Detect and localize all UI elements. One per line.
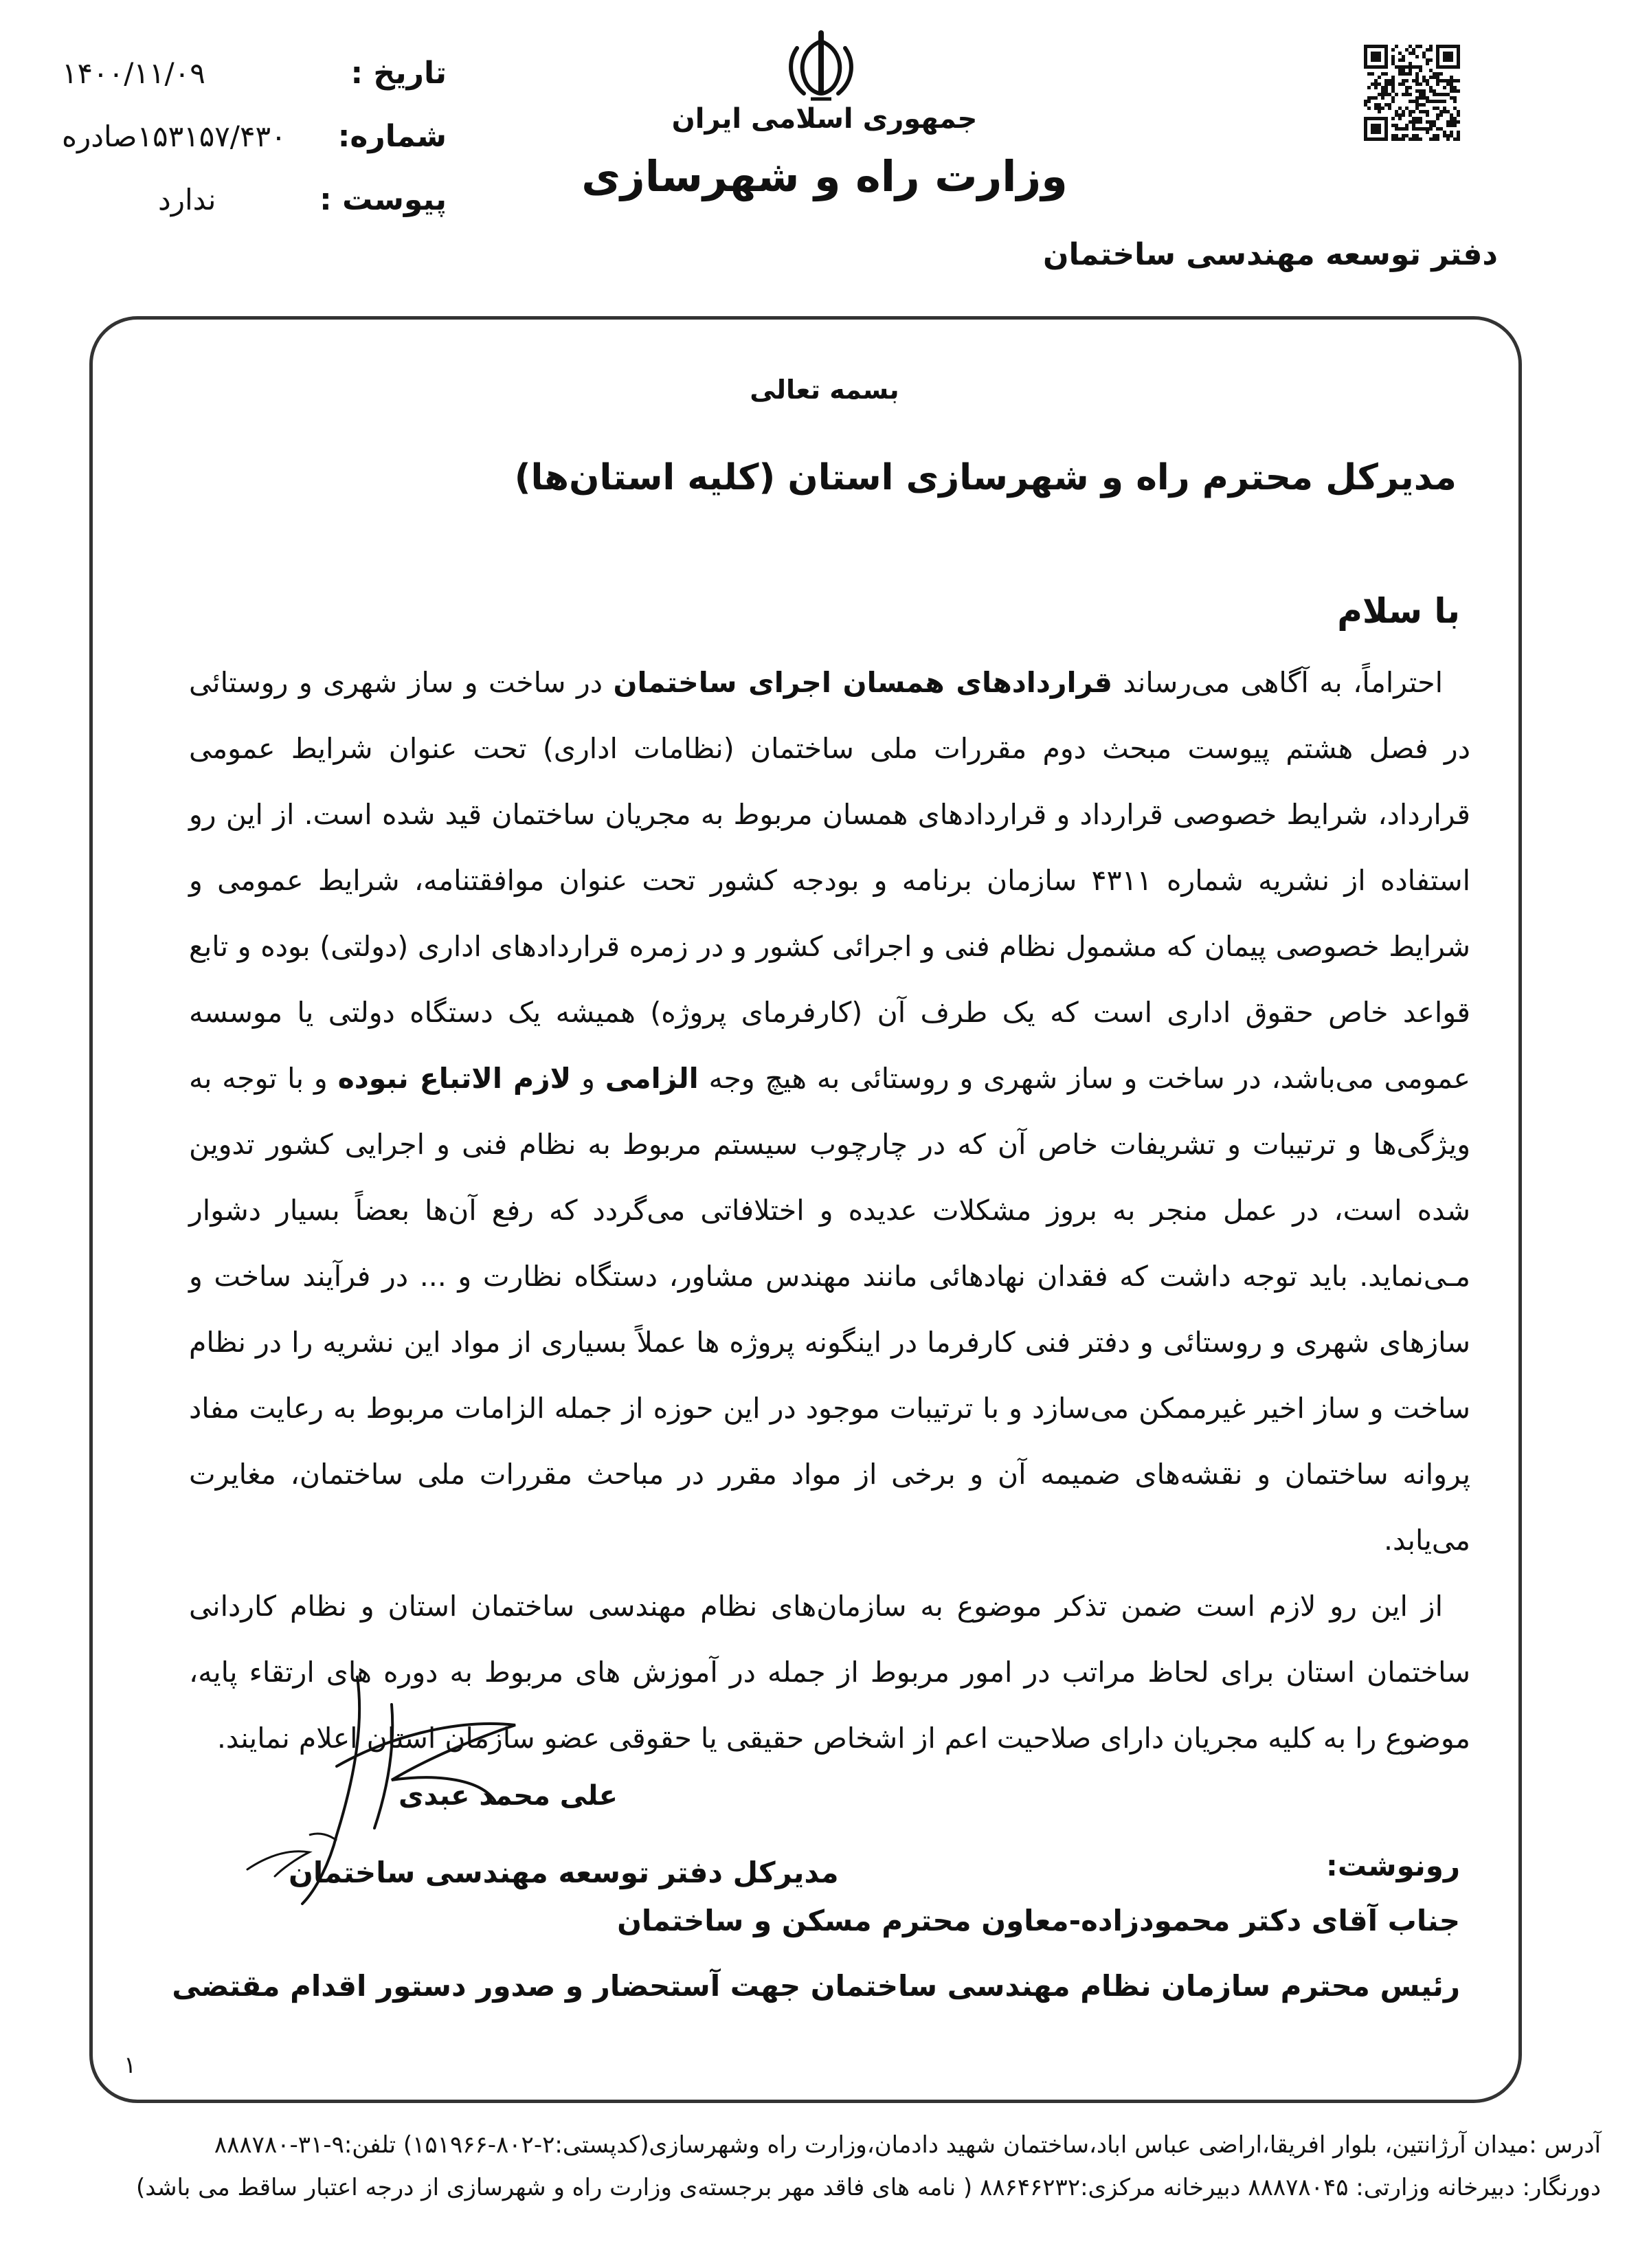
ministry-title: وزارت راه و شهرسازی: [581, 151, 1068, 201]
cc-recipient-2: رئیس محترم سازمان نظام مهندسی ساختمان جهت آستحضار و صدور دستور اقدام مقتضی: [172, 1969, 1460, 2003]
page-number: ۱: [124, 2052, 137, 2079]
paragraph-1: [189, 649, 1470, 1573]
date-row: [62, 41, 447, 104]
letter-meta: [62, 41, 447, 231]
date-value: ۱۴۰۰/۱۱/۰۹: [62, 56, 205, 90]
attachment-label: پیوست :: [319, 181, 447, 217]
footer: [55, 2124, 1601, 2209]
republic-title: جمهوری اسلامی ایران: [671, 103, 978, 135]
p1-bold-mandatory: الزامی: [605, 1062, 699, 1095]
p1-bold-contracts: قراردادهای همسان اجرای ساختمان: [613, 666, 1112, 699]
signatory-title: مدیرکل دفتر توسعه مهندسی ساختمان: [289, 1856, 839, 1889]
iran-emblem-icon: [783, 27, 859, 103]
attachment-value: ندارد: [158, 182, 216, 216]
footer-address: آدرس :میدان آرژانتین، بلوار افریقا،اراضی عباس اباد،ساختمان شهید دادمان،وزارت راه وشهرسازی(کدپستی:۲-۸۰۲-۱۵۱۹۶۶) تلفن:۹-۳۱-۸۸۸۷۸۰: [214, 2131, 1601, 2159]
qr-code-icon: [1364, 45, 1460, 155]
p1-text-b: در ساخت و ساز شهری و روستائی در فصل هشتم پیوست مبحث دوم مقررات ملی ساختمان (نظامات اداری) تحت عنوان شرایط عمومی قرارداد، شرایط خصوصی قرارداد و قراردادهای همسان مربوط به مجریان ساختمان قید شده است. از این رو استفاده از نشریه شماره ۴۳۱۱ سازمان برنامه و بودجه کشور تحت عنوان موافقتنامه، شرایط عمومی و شرایط خصوصی پیمان که مشمول نظام فنی و اجرائی کشور و در زمره قراردادهای اداری (دولتی) بوده و تابع قواعد خاص حقوق اداری است که یک طرف آن (کارفرمای پروژه) همیشه یک دستگاه دولتی یا موسسه عمومی می‌باشد، در ساخت و ساز شهری و روستائی به هیچ وجه: [189, 666, 1470, 1095]
signatory-name: علی محمد عبدی: [399, 1780, 618, 1812]
number-label: شماره:: [337, 118, 447, 154]
p1-text-d: و با توجه به ویژگی‌ها و ترتیبات و تشریفات خاص آن که در چارچوب سیستم مربوط به نظام فنی و اجرایی کشور تدوین شده است، در عمل منجر به بروز مشکلات عدیده و اختلافاتی می‌گردد که رفع آن‌ها بعضاً بسیار دشوار مـی‌نماید. باید توجه داشت که فقدان نهادهائی مانند مهندس مشاور، دستگاه نظارت و ... در فرآیند ساخت و سازهای شهری و روستائی و دفتر فنی کارفرما در اینگونه پروژه ها عملاً بسیاری از مواد این نشریه را در نظام ساخت و ساز اخیر غیرممکن می‌سازد و با ترتیبات موجود در این حوزه از جمله الزامات مربوط به رعایت مفاد پروانه ساختمان و نقشه‌های ضمیمه آن و برخی از مواد مقرر در مباحث مقررات ملی ساختمان، مغایرت می‌یابد.: [189, 1062, 1470, 1557]
besmeh-heading: بسمه تعالی: [750, 375, 899, 405]
office-title: دفتر توسعه مهندسی ساختمان: [1042, 237, 1498, 272]
greeting: با سلام: [1337, 591, 1460, 631]
paragraph-2: از این رو لازم است ضمن تذکر موضوع به سازمان‌های نظام مهندسی ساختمان استان و نظام کاردانی ساختمان استان برای لحاظ مراتب در امور مربوط از جمله در آموزش های مربوط به دوره های ارتقاء پایه، موضوع را به کلیه مجریان دارای صلاحیت اعم از اشخاص حقیقی یا حقوقی عضو سازمان استان اعلام نمایند.: [189, 1590, 1470, 1755]
cc-label: رونوشت:: [1326, 1849, 1460, 1882]
p1-text-c: و: [571, 1062, 605, 1095]
p1-bold-not-binding: لازم الاتباع نبوده: [337, 1062, 572, 1095]
p1-text-a: احتراماً، به آگاهی می‌رساند: [1112, 666, 1443, 699]
attachment-row: [62, 168, 447, 231]
letter-body: [189, 649, 1470, 1771]
number-row: [62, 104, 447, 168]
footer-fax: دورنگار: دبیرخانه وزارتی: ۸۸۸۷۸۰۴۵ دبیرخانه مرکزی:۸۸۶۴۶۲۳۲ ( نامه های فاقد مهر برجسته‌ی وزارت راه و شهرسازی از درجه اعتبار ساقط می باشد): [135, 2174, 1601, 2201]
number-value: ۱۵۳۱۵۷/۴۳۰صادره: [62, 119, 287, 153]
cc-recipient-1: جناب آقای دکتر محمودزاده-معاون محترم مسکن و ساختمان: [617, 1904, 1460, 1937]
date-label: تاریخ :: [350, 55, 447, 91]
addressee: مدیرکل محترم راه و شهرسازی استان (کلیه استان‌ها): [514, 457, 1457, 498]
